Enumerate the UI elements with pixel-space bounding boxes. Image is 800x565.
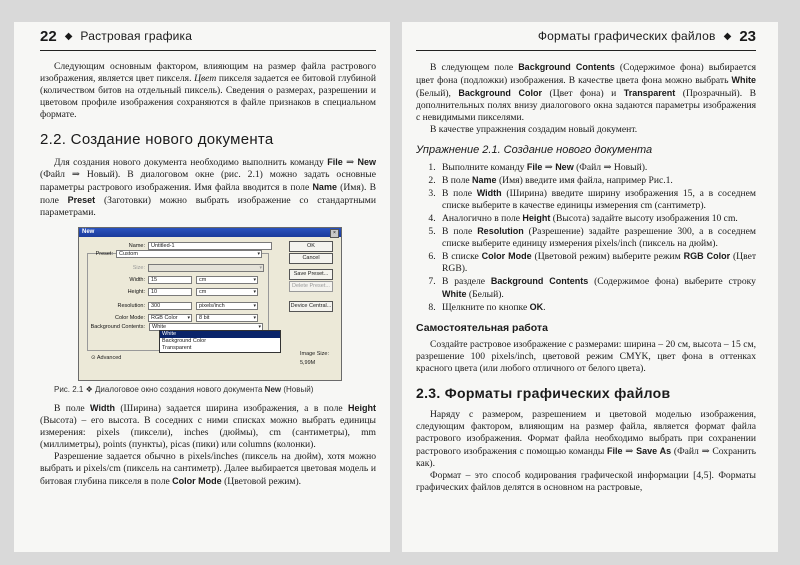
resolution-paragraph: Разрешение задается обычно в pixels/inches (пиксель на дюйм), хотя можно выбрать и pixels/cm (пиксель на сантиметр). Далее выбирается цветовая модель и битовая глубина пикселя в поле Color Mode (Цветовой режим). <box>40 451 376 487</box>
bg-paragraph: В следующем поле Background Contents (Содержимое фона) выбирается цвет фона (подложки) изображения. В качестве цвета фона можно выбрать White (Белый), Background Color (Цвет фона) и Transparent (Прозрачный). В дополнительных полях внизу диалогового окна задаются параметры изображения с невидимыми пикселями. <box>416 62 756 123</box>
intro-paragraph: Следующим основным фактором, влияющим на размер файла растрового изображения, является цвет пикселя. Цвет пикселя задается ее битовой глубиной (количеством битов на отдельный пиксель). Сведения о размерах, разрешении и цветовом профиле изображения сохраняются в файле признаков в специальном формате. <box>40 61 376 120</box>
width-label: Width: <box>129 277 145 283</box>
section-heading: 2.3. Форматы графических файлов <box>416 385 671 401</box>
height-unit: cm ▾ <box>196 288 258 296</box>
figure <box>54 227 348 394</box>
cancel-button: Cancel <box>289 253 333 264</box>
color-mode-label: Color Mode: <box>115 315 145 321</box>
resolution-unit: pixels/inch ▾ <box>196 302 258 310</box>
diamond-icon: ◆ <box>64 30 73 42</box>
resolution-row <box>93 302 258 310</box>
name-row <box>93 242 272 250</box>
color-mode-select: RGB Color ▾ <box>148 314 192 322</box>
bg-option: White <box>160 331 280 338</box>
save-preset-button: Save Preset... <box>289 269 333 280</box>
exercise-intro: В качестве упражнения создадим новый документ. <box>430 124 638 135</box>
list-item: 7. В разделе Background Contents (Содержимое фона) выберите строку White (Белый). <box>438 275 756 301</box>
delete-preset-button: Delete Preset... <box>289 281 333 292</box>
close-icon: × <box>330 229 339 238</box>
diamond-icon: ◆ <box>723 30 732 42</box>
size-select <box>148 264 264 272</box>
exercise-steps <box>416 161 756 314</box>
section-paragraph: Для создания нового документа необходимо выполнить команду File ⇒ New (Файл ⇒ Новый). В диалоговом окне (рис. 2.1) можно задать основные параметры растрового изображения. Имя файла вводится в поле Name (Имя). В поле Preset (Заготовки) можно выбрать изображение со стандартными параметрами. <box>40 157 377 218</box>
preset-select: Custom ▾ <box>116 250 262 258</box>
width-row <box>93 276 258 284</box>
advanced-toggle <box>91 355 121 361</box>
running-title: Растровая графика <box>80 29 193 43</box>
height-label: Height: <box>127 289 145 295</box>
list-item: 2. В поле Name (Имя) введите имя файла, например Рис.1. <box>438 174 756 187</box>
independent-heading: Самостоятельная работа <box>416 322 548 334</box>
caption-prefix: Рис. 2.1 ❖ Диалоговое окно создания нового документа <box>54 385 265 394</box>
device-central-button: Device Central... <box>289 301 333 312</box>
list-item: 1. Выполните команду File ⇒ New (Файл ⇒ Новый). <box>438 161 756 174</box>
list-item: 5. В поле Resolution (Разрешение) задайте разрешение 300, а в соседнем списке выберите единицу измерения pixels/inch (пиксель на дюйм). <box>438 225 756 250</box>
resolution-field: 300 <box>148 302 192 310</box>
bit-depth-select: 8 bit ▾ <box>196 314 258 322</box>
exercise-heading: Упражнение 2.1. Создание нового документа <box>416 144 653 156</box>
resolution-label: Resolution: <box>117 303 145 309</box>
dialog-title: New <box>79 228 341 237</box>
name-label: Name: <box>128 243 145 249</box>
chevron-down-icon: ⊙ <box>91 355 96 361</box>
caption-suffix: (Новый) <box>281 385 314 394</box>
running-head-left <box>40 22 376 51</box>
page-number: 23 <box>739 27 756 45</box>
page-number: 22 <box>40 27 57 45</box>
list-item: 6. В списке Color Mode (Цветовой режим) выберите режим RGB Color (Цвет RGB). <box>438 250 756 275</box>
size-label: Size: <box>132 265 145 271</box>
bg-contents-dropdown <box>159 330 281 353</box>
running-head-right <box>416 22 756 51</box>
image-size <box>300 350 329 368</box>
bg-contents-label: Background Contents: <box>90 324 145 330</box>
caption-bold: New <box>264 385 282 394</box>
formats-paragraph-2: Формат – это способ кодирования графической информации [4,5]. Форматы графических файлов делятся в основном на растровые, <box>416 470 756 493</box>
new-document-dialog <box>78 227 342 381</box>
color-mode-row <box>93 314 258 322</box>
height-row <box>93 288 258 296</box>
formats-paragraph-1: Наряду с размером, разрешением и цветовой моделью изображения, следующим фактором, влияющим на размер файла, является формат файла растрового изображения. Формат файла необходимо выбрать при сохранении растрового изображения с помощью команды File ⇒ Save As (Файл ⇒ Сохранить как). <box>416 409 757 469</box>
ok-button: OK <box>289 241 333 252</box>
width-field: 15 <box>148 276 192 284</box>
figure-caption <box>54 385 348 394</box>
running-title: Форматы графических файлов <box>537 29 716 43</box>
preset-row <box>93 250 262 258</box>
bg-option: Transparent <box>162 345 192 351</box>
bg-contents-select: White ▾ <box>149 323 263 331</box>
width-unit: cm ▾ <box>196 276 258 284</box>
image-size-value: 5,99M <box>299 360 316 366</box>
preset-label: Preset: <box>95 251 113 257</box>
height-field: 10 <box>148 288 192 296</box>
image-size-label: Image Size: <box>299 351 329 357</box>
list-item: 8. Щелкните по кнопке OK. <box>438 301 756 314</box>
list-item: 4. Аналогично в поле Height (Высота) задайте высоту изображения 10 cm. <box>438 212 756 225</box>
advanced-label: Advanced <box>96 355 122 361</box>
independent-paragraph: Создайте растровое изображение с размерами: ширина – 20 см, высота – 15 см, разрешение 100 pixels/inch, цветовой режим CMYK, цвет фона в оттенках красного цвета (или любого отличного от белого цвета). <box>416 339 756 374</box>
list-item: 3. В поле Width (Ширина) введите ширину изображения 15, а в соседнем списке выберите в качестве единицы измерения cm (сантиметр). <box>438 187 756 212</box>
bg-option: Background Color <box>162 338 207 344</box>
width-paragraph: В поле Width (Ширина) задается ширина изображения, а в поле Height (Высота) – его высота. В соседних с ними списках можно выбрать единицы измерения: pixels (пиксели), inches (дюймы), cm (сантиметры), mm (миллиметры), points (пункты), picas (пики) или columns (колонки). <box>40 403 377 450</box>
size-row <box>93 264 264 272</box>
section-heading: 2.2. Создание нового документа <box>40 131 274 148</box>
right-page <box>402 22 778 552</box>
name-field: Untitled-1 <box>148 242 272 250</box>
left-page <box>14 22 390 552</box>
